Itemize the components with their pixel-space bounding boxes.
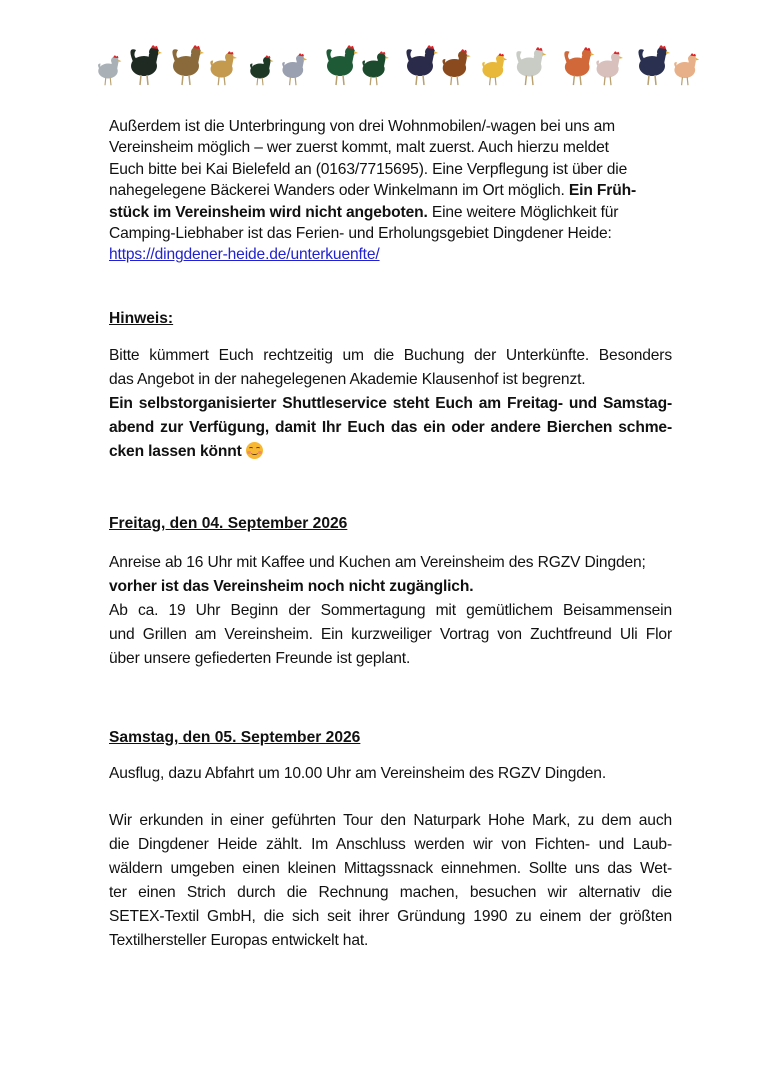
intro-paragraph xyxy=(109,116,672,266)
chicken-banner xyxy=(88,38,708,90)
intro-line: Vereinsheim möglich – wer zuerst kommt, malt zuerst. Auch hierzu meldet xyxy=(109,139,609,157)
smiling-face-icon xyxy=(246,442,263,459)
intro-line: Außerdem ist die Unterbringung von drei Wohnmobilen/-wagen bei uns am xyxy=(109,118,615,135)
chicken-icon xyxy=(172,45,204,85)
chicken-icon xyxy=(98,55,121,85)
hinweis-bold-line: abend zur Verfügung, damit Ihr Euch das ein oder andere Bierchen schme- xyxy=(109,419,672,436)
chicken-icon xyxy=(362,51,389,85)
chicken-icon xyxy=(250,55,273,85)
chicken-icon xyxy=(516,47,546,85)
intro-bold-text: stück im Vereinsheim wird nicht angeboten. xyxy=(109,203,428,221)
chicken-breeds-illustration xyxy=(88,38,708,90)
intro-bold-text: Ein Früh- xyxy=(568,182,636,200)
chicken-icon xyxy=(130,45,162,85)
friday-line: über unsere gefiederten Freunde ist geplant. xyxy=(109,650,411,667)
chicken-icon xyxy=(210,51,237,85)
intro-line: Camping-Liebhaber ist das Ferien- und Erholungsgebiet Dingdener Heide: xyxy=(109,225,612,243)
friday-line: und Grillen am Vereinsheim. Ein kurzweiliger Vortrag von Zuchtfreund Uli Flor xyxy=(109,626,672,643)
intro-line xyxy=(109,180,672,201)
saturday-line: wäldern umgeben einen kleinen Mittagssnack einnehmen. Sollte uns das Wet- xyxy=(109,860,672,877)
chicken-icon xyxy=(442,49,470,85)
chicken-icon xyxy=(674,53,699,85)
saturday-heading: Samstag, den 05. September 2026 xyxy=(109,729,361,746)
friday-line: Ab ca. 19 Uhr Beginn der Sommertagung mit gemütlichem Beisammensein xyxy=(109,602,672,619)
hinweis-paragraph xyxy=(109,344,672,464)
friday-line: Anreise ab 16 Uhr mit Kaffee und Kuchen am Vereinsheim des RGZV Dingden; xyxy=(109,554,646,571)
intro-line: Euch bitte bei Kai Bielefeld an (0163/7715695). Eine Verpflegung ist über die xyxy=(109,160,628,178)
unterkuenfte-link[interactable]: https://dingdener-heide.de/unterkuenfte/ xyxy=(109,246,380,264)
saturday-line: die Dingdener Heide zählt. Im Anschluss werden wir von Fichten- und Laub- xyxy=(109,836,672,853)
saturday-paragraph xyxy=(109,809,672,953)
friday-heading: Freitag, den 04. September 2026 xyxy=(109,515,348,532)
intro-text: Eine weitere Möglichkeit für xyxy=(427,203,619,221)
chicken-icon xyxy=(638,45,670,85)
chicken-icon xyxy=(564,47,594,85)
hinweis-bold-line xyxy=(109,440,672,464)
saturday-line: Textilhersteller Europas entwickelt hat. xyxy=(109,932,369,949)
chicken-icon xyxy=(596,51,623,85)
hinweis-last-text: cken lassen könnt xyxy=(109,443,242,460)
hinweis-line: das Angebot in der nahegelegenen Akademie Klausenhof ist begrenzt. xyxy=(109,371,586,388)
intro-text: nahegelegene Bäckerei Wanders oder Winkelmann im Ort möglich. xyxy=(109,182,569,200)
hinweis-bold-line: Ein selbstorganisierter Shuttleservice steht Euch am Freitag- und Samstag- xyxy=(109,395,672,412)
friday-paragraph xyxy=(109,551,672,671)
saturday-departure: Ausflug, dazu Abfahrt um 10.00 Uhr am Vereinsheim des RGZV Dingden. xyxy=(109,765,607,782)
saturday-line: SETEX-Textil GmbH, die sich seit ihrer Gründung 1990 zu einem der größten xyxy=(109,908,672,925)
chicken-icon xyxy=(326,45,358,85)
chicken-icon xyxy=(482,53,507,85)
hinweis-heading: Hinweis: xyxy=(109,310,174,327)
chicken-icon xyxy=(282,53,307,85)
intro-line xyxy=(109,202,672,223)
saturday-line: Wir erkunden in einer geführten Tour den Naturpark Hohe Mark, zu dem auch xyxy=(109,812,672,829)
hinweis-line: Bitte kümmert Euch rechtzeitig um die Buchung der Unterkünfte. Besonders xyxy=(109,347,672,364)
saturday-line: ter einen Strich durch die Rechnung machen, besuchen wir alternativ die xyxy=(109,884,672,901)
chicken-icon xyxy=(406,45,438,85)
friday-bold-line: vorher ist das Vereinsheim noch nicht zugänglich. xyxy=(109,578,474,595)
